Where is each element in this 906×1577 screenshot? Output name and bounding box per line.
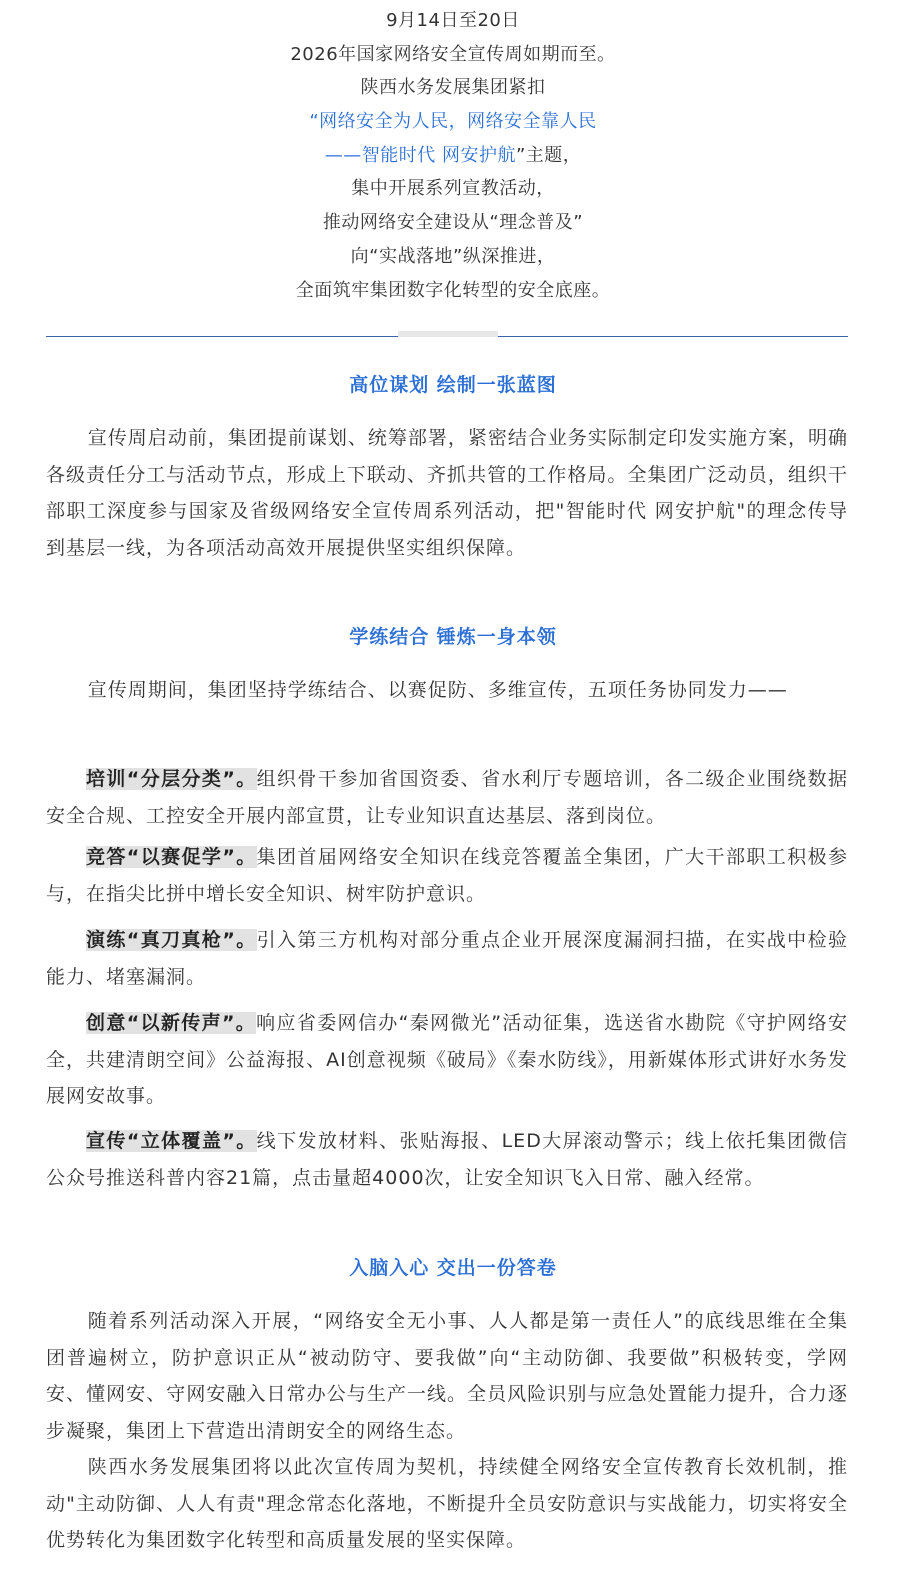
intro-line: 全面筑牢集团数字化转型的安全底座。	[295, 279, 611, 301]
task-text: 线下发放材料、张贴海报、LED大屏滚动警示；线上依托集团微信公众号推送科普内容21篇，点击量超4000次，让安全知识飞入日常、融入经常。	[46, 1130, 848, 1189]
task-item	[46, 761, 848, 834]
task-label: 竞答“以赛促学”。	[86, 846, 257, 868]
intro-line: 2026年国家网络安全宣传周如期而至。	[290, 43, 616, 65]
intro-line: 集中开展系列宣教活动，	[351, 178, 555, 200]
paragraph-training-intro: 宣传周期间，集团坚持学练结合、以赛促防、多维宣传，五项任务协同发力——	[87, 679, 788, 701]
task-text: 引入第三方机构对部分重点企业开展深度漏洞扫描，在实战中检验能力、堵塞漏洞。	[46, 929, 848, 988]
task-label: 培训“分层分类”。	[86, 768, 257, 790]
intro-line: 向“实战落地”纵深推进，	[350, 245, 556, 267]
task-text: 响应省委网信办“秦网微光”活动征集，选送省水勘院《守护网络安全，共建清朗空间》公益海报、AI创意视频《破局》《秦水防线》，用新媒体形式讲好水务发展网安故事。	[46, 1012, 848, 1107]
intro-line: 推动网络安全建设从“理念普及”	[322, 212, 584, 234]
task-label: 演练“真刀真枪”。	[86, 929, 257, 951]
divider-notch	[398, 331, 498, 337]
intro-line: 陕西水务发展集团紧扣	[360, 77, 546, 99]
task-label: 创意“以新传声”。	[86, 1012, 257, 1034]
task-item	[46, 1005, 848, 1115]
task-item	[46, 922, 848, 995]
intro-theme-line	[0, 139, 906, 173]
task-label: 宣传“立体覆盖”。	[86, 1130, 257, 1152]
section-title-results: 入脑入心 交出一份答卷	[349, 1257, 557, 1279]
paragraph-planning: 宣传周启动前，集团提前谋划、统筹部署，紧密结合业务实际制定印发实施方案，明确各级责任分工与活动节点，形成上下联动、齐抓共管的工作格局。全集团广泛动员，组织干部职工深度参与国家及省级网络安全宣传周系列活动，把"智能时代 网安护航"的理念传导到基层一线，为各项活动高效开展提供坚实组织保障。	[46, 427, 848, 559]
task-text: 组织骨干参加省国资委、省水利厅专题培训，各二级企业围绕数据安全合规、工控安全开展内部宣贯，让专业知识直达基层、落到岗位。	[46, 768, 848, 827]
paragraph-outlook: 陕西水务发展集团将以此次宣传周为契机，持续健全网络安全宣传教育长效机制，推动"主动防御、人人有责"理念常态化落地，不断提升全员安防意识与实战能力，切实将安全优势转化为集团数字化转型和高质量发展的坚实保障。	[46, 1456, 848, 1551]
intro-theme-highlight: ——智能时代 网安护航	[324, 144, 516, 166]
paragraph-results: 随着系列活动深入开展，“网络安全无小事、人人都是第一责任人”的底线思维在全集团普遍树立，防护意识正从“被动防守、要我做”向“主动防御、我要做”积极转变，学网安、懂网安、守网安融入日常办公与生产一线。全员风险识别与应急处置能力提升，合力逐步凝聚，集团上下营造出清朗安全的网络生态。	[46, 1310, 848, 1442]
section-title-planning: 高位谋划 绘制一张蓝图	[349, 374, 557, 396]
intro-block	[0, 4, 906, 307]
intro-theme-line: “网络安全为人民，网络安全靠人民	[309, 111, 597, 133]
section-title-training: 学练结合 锤炼一身本领	[349, 626, 557, 648]
task-item	[46, 839, 848, 912]
task-item	[46, 1123, 848, 1196]
intro-date: 9月14日至20日	[386, 10, 520, 31]
intro-theme-suffix: ”主题，	[515, 144, 582, 166]
task-text: 集团首届网络安全知识在线竞答覆盖全集团，广大干部职工积极参与，在指尖比拼中增长安全知识、树牢防护意识。	[46, 846, 848, 905]
